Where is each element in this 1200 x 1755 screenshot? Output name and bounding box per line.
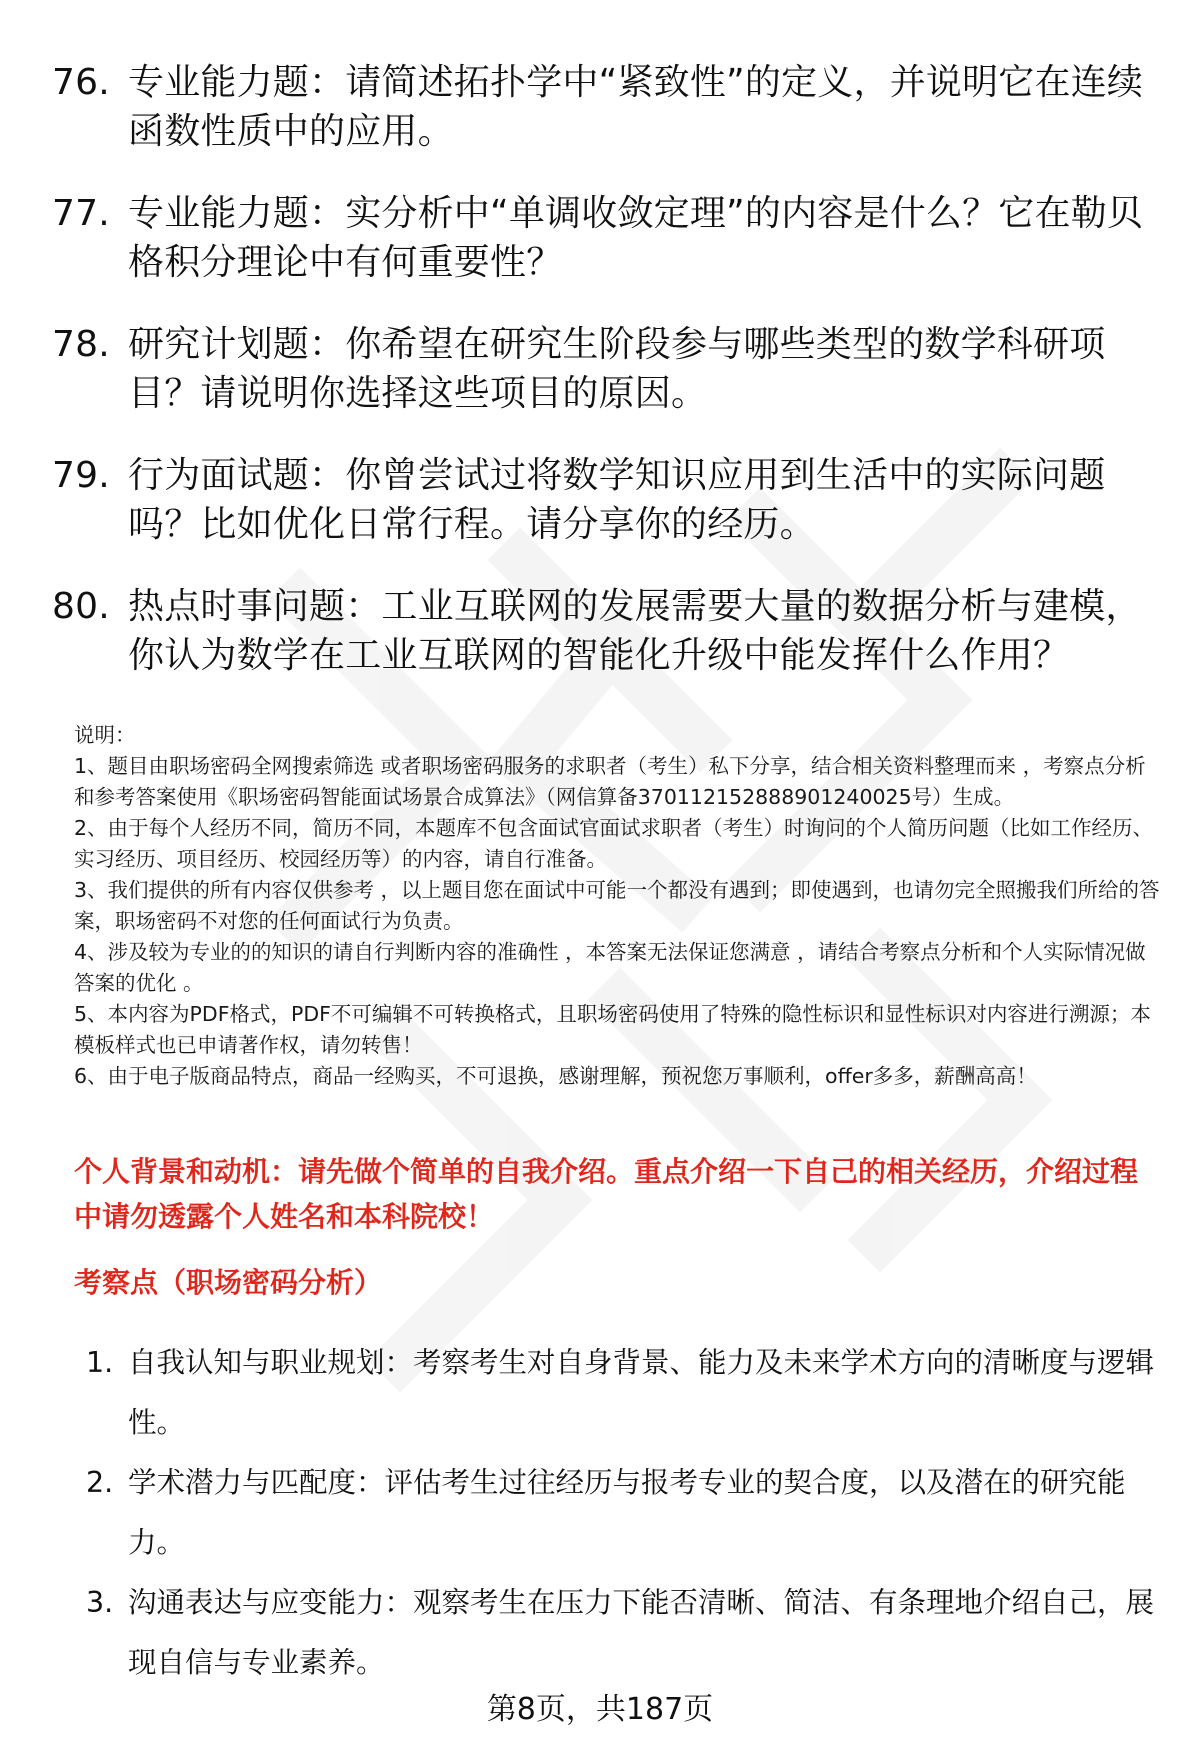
question-item (52, 582, 1162, 680)
point-text: 自我认知与职业规划：考察考生对自身背景、能力及未来学术方向的清晰度与逻辑性。 (128, 1346, 1155, 1439)
question-number: 79. (52, 455, 110, 496)
question-item (52, 189, 1162, 287)
question-text: 专业能力题：请简述拓扑学中“紧致性”的定义，并说明它在连续函数性质中的应用。 (128, 62, 1144, 152)
question-number: 77. (52, 193, 110, 234)
question-item (52, 451, 1162, 549)
point-number: 3. (86, 1586, 114, 1619)
question-number: 80. (52, 586, 110, 627)
question-text: 研究计划题：你希望在研究生阶段参与哪些类型的数学科研项目？请说明你选择这些项目的原因。 (128, 324, 1106, 414)
points-title: 考察点（职场密码分析） (74, 1266, 383, 1299)
point-item (86, 1573, 1160, 1693)
points-list (86, 1333, 1160, 1693)
note-item: 2、由于每个人经历不同，简历不同，本题库不包含面试官面试求职者（考生）时询问的个人简历问题（比如工作经历、实习经历、项目经历、校园经历等）的内容，请自行准备。 (74, 816, 1154, 871)
note-item: 6、由于电子版商品特点，商品一经购买，不可退换，感谢理解，预祝您万事顺利，offer多多，薪酬高高！ (74, 1064, 1037, 1088)
point-item (86, 1333, 1160, 1453)
question-list (52, 58, 1162, 713)
note-item: 1、题目由职场密码全网搜索筛选 或者职场密码服务的求职者（考生）私下分享，结合相关资料整理而来 ，考察点分析和参考答案使用《职场密码智能面试场景合成算法》（网信算备370112152888901240025号）生成。 (74, 754, 1146, 809)
note-item: 3、我们提供的所有内容仅供参考 ，以上题目您在面试中可能一个都没有遇到；即使遇到，也请勿完全照搬我们所给的答案，职场密码不对您的任何面试行为负责。 (74, 878, 1160, 933)
intro-question: 个人背景和动机：请先做个简单的自我介绍。重点介绍一下自己的相关经历，介绍过程中请勿透露个人姓名和本科院校！ (74, 1155, 1139, 1233)
question-text: 热点时事问题：工业互联网的发展需要大量的数据分析与建模，你认为数学在工业互联网的智能化升级中能发挥什么作用？ (128, 586, 1142, 676)
question-number: 78. (52, 324, 110, 365)
note-item: 5、本内容为PDF格式，PDF不可编辑不可转换格式，且职场密码使用了特殊的隐性标识和显性标识对内容进行溯源；本模板样式也已申请著作权，请勿转售！ (74, 1002, 1151, 1057)
notes-section (74, 720, 1160, 1092)
question-number: 76. (52, 62, 110, 103)
point-text: 沟通表达与应变能力：观察考生在压力下能否清晰、简洁、有条理地介绍自己，展现自信与专业素养。 (128, 1586, 1155, 1679)
question-item (52, 58, 1162, 156)
note-item: 4、涉及较为专业的的知识的请自行判断内容的准确性 ，本答案无法保证您满意 ，请结合考察点分析和个人实际情况做答案的优化 。 (74, 940, 1146, 995)
notes-title: 说明： (74, 723, 136, 747)
point-item (86, 1453, 1160, 1573)
question-item (52, 320, 1162, 418)
question-text: 专业能力题：实分析中“单调收敛定理”的内容是什么？它在勒贝格积分理论中有何重要性？ (128, 193, 1144, 283)
point-text: 学术潜力与匹配度：评估考生过往经历与报考专业的契合度，以及潜在的研究能力。 (128, 1466, 1126, 1559)
question-text: 行为面试题：你曾尝试过将数学知识应用到生活中的实际问题吗？比如优化日常行程。请分享你的经历。 (128, 455, 1106, 545)
page-footer: 第8页，共187页 (486, 1692, 714, 1727)
point-number: 2. (86, 1466, 114, 1499)
point-number: 1. (86, 1346, 114, 1379)
